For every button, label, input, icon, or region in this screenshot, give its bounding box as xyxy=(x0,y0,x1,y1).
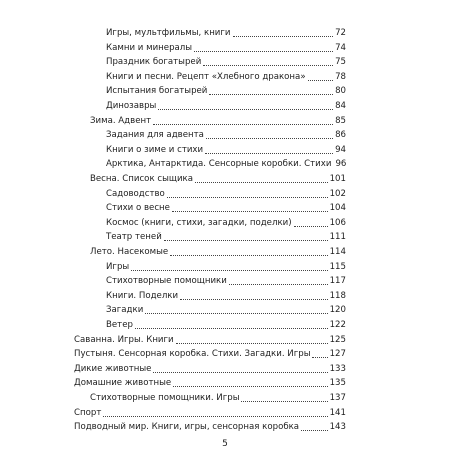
toc-entry-title: Загадки xyxy=(106,305,144,316)
toc-entry-page: 127 xyxy=(329,349,346,360)
toc-entry-page: 115 xyxy=(329,261,346,272)
toc-chapter xyxy=(74,333,346,346)
toc-entry-title: Театр теней xyxy=(106,232,162,243)
toc-entry-page: 118 xyxy=(329,290,346,301)
dot-leader xyxy=(206,138,333,139)
toc-entry-title: Ветер xyxy=(106,320,133,330)
dot-leader xyxy=(229,284,328,285)
toc-entry-title: Стихотворные помощники. Игры xyxy=(90,393,240,403)
toc-chapter xyxy=(74,420,346,433)
toc-entry-page: 122 xyxy=(329,320,346,330)
toc-entry-page: 143 xyxy=(329,422,346,433)
toc-chapter xyxy=(74,362,346,375)
toc-entry-page: 111 xyxy=(329,232,346,243)
dot-leader xyxy=(164,240,328,241)
toc-entry xyxy=(106,128,346,141)
toc-entry xyxy=(106,41,346,54)
dot-leader xyxy=(233,36,334,37)
toc-entry-title: Саванна. Игры. Книги xyxy=(74,334,174,345)
toc-entry-title: Игры, мультфильмы, книги xyxy=(106,28,231,38)
dot-leader xyxy=(205,153,333,154)
dot-leader xyxy=(194,51,333,52)
toc-entry xyxy=(106,201,346,214)
toc-entry-title: Книги о зиме и стихи xyxy=(106,144,204,155)
toc-section xyxy=(90,391,346,404)
toc-entry-page: 141 xyxy=(329,407,346,418)
toc-entry-page: 96 xyxy=(335,159,347,170)
dot-leader xyxy=(209,94,333,95)
toc-entry-page: 102 xyxy=(329,188,346,199)
toc-chapter xyxy=(74,406,346,419)
toc-entry-page: 101 xyxy=(329,174,346,184)
dot-leader xyxy=(312,357,327,358)
toc-entry-title: Садоводство xyxy=(106,188,165,199)
toc-entry-title: Зима. Адвент xyxy=(90,115,152,126)
toc-entry xyxy=(106,157,346,170)
toc-entry-title: Динозавры xyxy=(106,101,157,111)
toc-entry-page: 74 xyxy=(335,42,346,53)
dot-leader xyxy=(173,386,327,387)
toc-entry-title: Испытания богатырей xyxy=(106,86,208,97)
toc-entry-page: 114 xyxy=(329,247,346,257)
dot-leader xyxy=(180,299,328,300)
dot-leader xyxy=(203,65,333,66)
toc-entry-page: 84 xyxy=(335,101,346,111)
toc-chapter xyxy=(74,347,346,360)
toc-entry-page: 137 xyxy=(329,393,346,403)
toc-entry-title: Весна. Список сыщика xyxy=(90,174,194,184)
toc-entry-title: Книги. Поделки xyxy=(106,290,179,301)
toc-entry-title: Праздник богатырей xyxy=(106,57,202,68)
toc-section xyxy=(90,172,346,185)
toc-entry-page: 117 xyxy=(329,276,346,287)
toc-entry-page: 85 xyxy=(335,115,346,126)
toc-entry-title: Арктика, Антарктида. Сенсорные коробки. Стихи xyxy=(106,159,332,170)
dot-leader xyxy=(167,197,328,198)
toc-entry-title: Пустыня. Сенсорная коробка. Стихи. Загадки. Игры xyxy=(74,349,311,360)
toc-entry-page: 133 xyxy=(329,363,346,374)
dot-leader xyxy=(241,401,327,402)
page-number: 5 xyxy=(222,438,228,449)
dot-leader xyxy=(135,328,328,329)
toc-entry-title: Домашние животные xyxy=(74,378,172,389)
dot-leader xyxy=(294,226,328,227)
toc-section xyxy=(90,245,346,258)
toc-entry-title: Дикие животные xyxy=(74,363,152,374)
toc-entry-title: Лето. Насекомые xyxy=(90,247,169,257)
toc-entry xyxy=(106,318,346,331)
dot-leader xyxy=(172,211,328,212)
dot-leader xyxy=(308,80,333,81)
toc-entry-title: Книги и песни. Рецепт «Хлебного дракона» xyxy=(106,71,306,82)
toc-entry-title: Стихотворные помощники xyxy=(106,276,227,287)
toc-entry xyxy=(106,26,346,39)
toc-entry xyxy=(106,187,346,200)
toc-entry xyxy=(106,84,346,97)
toc-entry xyxy=(106,70,346,83)
toc-entry-page: 78 xyxy=(335,71,346,82)
toc-entry xyxy=(106,216,346,229)
toc-entry-title: Стихи о весне xyxy=(106,203,170,214)
toc-entry-page: 125 xyxy=(329,334,346,345)
dot-leader xyxy=(158,109,333,110)
toc-entry xyxy=(106,289,346,302)
toc-entry-title: Камни и минералы xyxy=(106,42,193,53)
toc-entry-page: 75 xyxy=(335,57,346,68)
dot-leader xyxy=(131,270,327,271)
dot-leader xyxy=(153,372,327,373)
toc-entry-page: 104 xyxy=(329,203,346,214)
dot-leader xyxy=(103,416,327,417)
toc-entry xyxy=(106,230,346,243)
dot-leader xyxy=(301,430,328,431)
toc-entry xyxy=(106,274,346,287)
dot-leader xyxy=(153,124,333,125)
toc-entry-page: 72 xyxy=(335,28,346,38)
toc-entry xyxy=(106,260,346,273)
dot-leader xyxy=(176,343,328,344)
toc-entry-title: Игры xyxy=(106,261,130,272)
dot-leader xyxy=(195,182,328,183)
toc-entry-page: 135 xyxy=(329,378,346,389)
toc-chapter xyxy=(74,376,346,389)
toc-entry-title: Спорт xyxy=(74,407,102,418)
toc-entry-page: 94 xyxy=(335,144,346,155)
toc-entry-title: Космос (книги, стихи, загадки, поделки) xyxy=(106,217,292,228)
toc-section xyxy=(90,114,346,127)
dot-leader xyxy=(145,313,327,314)
dot-leader xyxy=(170,255,327,256)
toc-entry-page: 120 xyxy=(329,305,346,316)
toc-entry xyxy=(106,303,346,316)
toc-entry-page: 106 xyxy=(329,217,346,228)
toc-entry-page: 80 xyxy=(335,86,346,97)
toc-entry xyxy=(106,99,346,112)
toc-entry xyxy=(106,143,346,156)
toc-entry-title: Подводный мир. Книги, игры, сенсорная коробка xyxy=(74,422,300,433)
toc-entry-page: 86 xyxy=(335,130,346,141)
toc-entry xyxy=(106,55,346,68)
toc-entry-title: Задания для адвента xyxy=(106,130,204,141)
